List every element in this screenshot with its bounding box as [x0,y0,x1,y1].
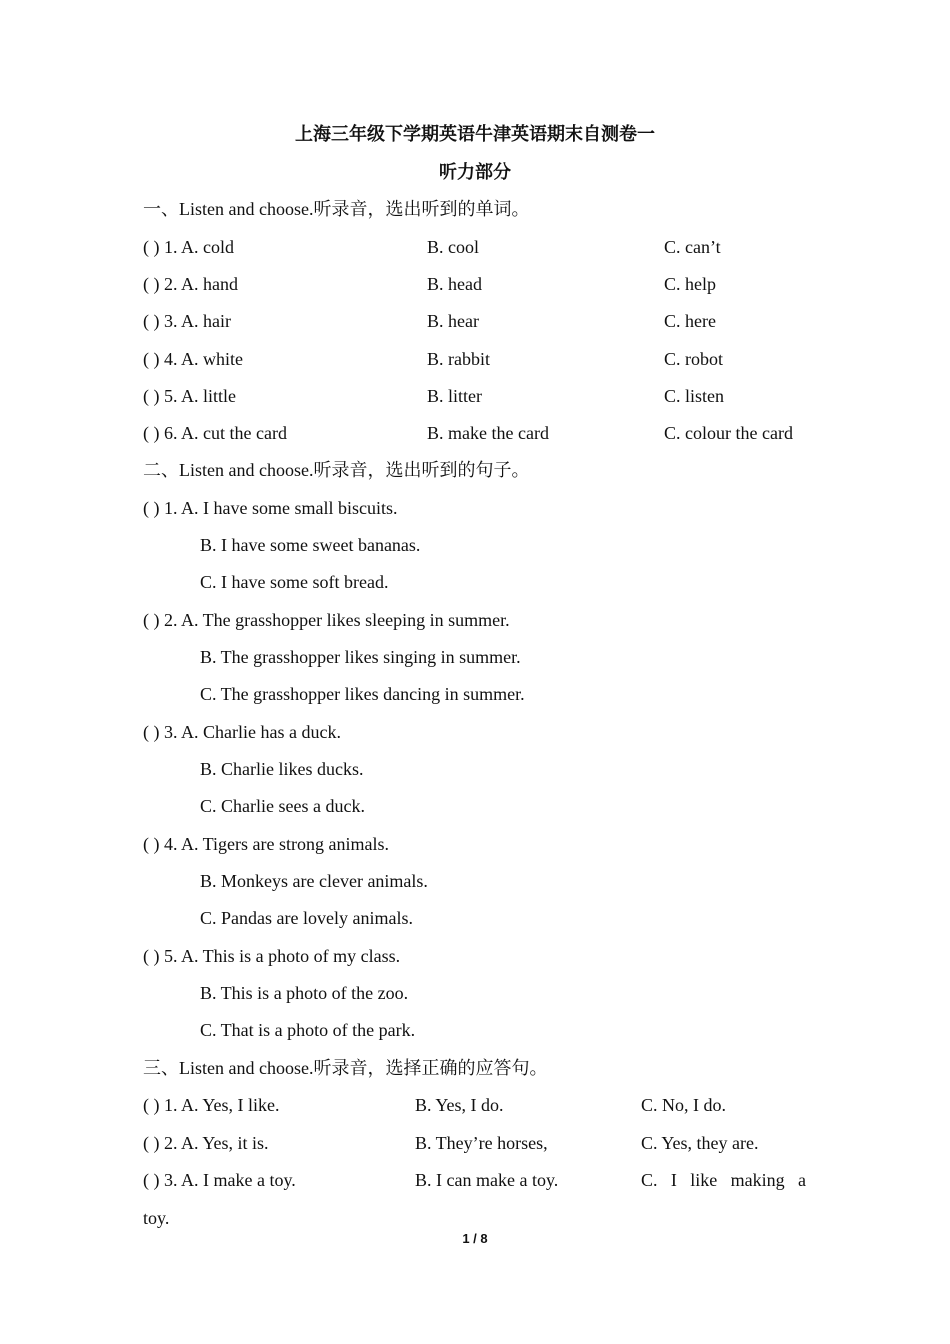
s3-q3-c-word: C. [641,1170,658,1190]
s3-q1-option-b: B. Yes, I do. [415,1095,504,1115]
s2-q4-option-a: ( ) 4. A. Tigers are strong animals. [143,834,389,854]
s1-q2-option-c: C. help [664,274,716,294]
s2-q5-option-c [143,1017,823,1043]
s1-question-2 [143,271,823,297]
s2-q2-option-b [143,644,823,670]
s3-q3-c-word: like [690,1170,718,1190]
s1-question-3 [143,308,823,334]
s1-q2-option-b: B. head [427,274,482,294]
s3-q2-option-a: ( ) 2. A. Yes, it is. [143,1133,269,1153]
s2-q4-option-c [143,905,823,931]
s1-q5-option-a: ( ) 5. A. little [143,386,236,406]
s1-q1-option-c: C. can’t [664,237,721,257]
s2-q1-option-a: ( ) 1. A. I have some small biscuits. [143,498,398,518]
s2-q3-option-b [143,756,823,782]
s3-q1-option-c: C. No, I do. [641,1095,726,1115]
s2-q4-option-b [143,868,823,894]
s1-q1-option-b: B. cool [427,237,479,257]
s3-q2-option-b: B. They’re horses, [415,1133,548,1153]
s2-q2-option-b-text: B. The grasshopper likes singing in summer. [200,647,521,667]
section1-heading: 一、Listen and choose.听录音，选出听到的单词。 [143,199,530,219]
s3-q3-option-a: ( ) 3. A. I make a toy. [143,1170,296,1190]
s2-q3-option-a: ( ) 3. A. Charlie has a duck. [143,722,341,742]
s3-q3-wrap-text: toy. [143,1208,170,1228]
s2-q1-option-c-text: C. I have some soft bread. [200,572,389,592]
s3-question-1 [143,1092,823,1118]
section3-heading: 三、Listen and choose.听录音，选择正确的应答句。 [143,1058,548,1078]
s1-q4-option-b: B. rabbit [427,349,490,369]
s2-q1-option-b [143,532,823,558]
s2-q3-option-c [143,793,823,819]
s2-q2-option-c-text: C. The grasshopper likes dancing in summer. [200,684,525,704]
page-title: 上海三年级下学期英语牛津英语期末自测卷一 [295,124,655,145]
s1-question-1 [143,234,823,260]
s1-question-4 [143,346,823,372]
page-subtitle: 听力部分 [439,162,511,183]
s3-question-2 [143,1130,823,1156]
s3-q3-c-word: a [797,1170,806,1190]
s3-question-3 [143,1167,823,1193]
s2-q2-option-a: ( ) 2. A. The grasshopper likes sleeping in summer. [143,610,510,630]
s3-q3-c-word: making [730,1170,785,1190]
s1-q2-option-a: ( ) 2. A. hand [143,274,238,294]
s1-q6-option-a: ( ) 6. A. cut the card [143,423,287,443]
s2-q5-option-b [143,980,823,1006]
s3-q3-option-c [641,1167,806,1193]
s1-q5-option-b: B. litter [427,386,482,406]
s1-q3-option-c: C. here [664,311,716,331]
s1-q1-option-a: ( ) 1. A. cold [143,237,234,257]
s2-q1-option-b-text: B. I have some sweet bananas. [200,535,421,555]
s2-q2-option-c [143,681,823,707]
s2-q4-option-c-text: C. Pandas are lovely animals. [200,908,413,928]
s3-q3-option-b: B. I can make a toy. [415,1170,559,1190]
s1-question-6 [143,420,823,446]
s2-q1-option-c [143,569,823,595]
s1-q4-option-a: ( ) 4. A. white [143,349,243,369]
s2-q5-option-a: ( ) 5. A. This is a photo of my class. [143,946,401,966]
s2-q4-option-b-text: B. Monkeys are clever animals. [200,871,428,891]
s2-q3-option-c-text: C. Charlie sees a duck. [200,796,365,816]
s1-q5-option-c: C. listen [664,386,725,406]
s2-q5-option-b-text: B. This is a photo of the zoo. [200,983,409,1003]
s3-q2-option-c: C. Yes, they are. [641,1133,759,1153]
s1-q3-option-b: B. hear [427,311,479,331]
s1-q3-option-a: ( ) 3. A. hair [143,311,231,331]
page-number: 1 / 8 [462,1231,488,1246]
s3-q1-option-a: ( ) 1. A. Yes, I like. [143,1095,280,1115]
s1-question-5 [143,383,823,409]
s2-q5-option-c-text: C. That is a photo of the park. [200,1020,416,1040]
s2-q3-option-b-text: B. Charlie likes ducks. [200,759,364,779]
s1-q4-option-c: C. robot [664,349,724,369]
s3-q3-c-word: I [670,1170,677,1190]
section2-heading: 二、Listen and choose.听录音，选出听到的句子。 [143,460,530,480]
s1-q6-option-c: C. colour the card [664,423,793,443]
s1-q6-option-b: B. make the card [427,423,549,443]
